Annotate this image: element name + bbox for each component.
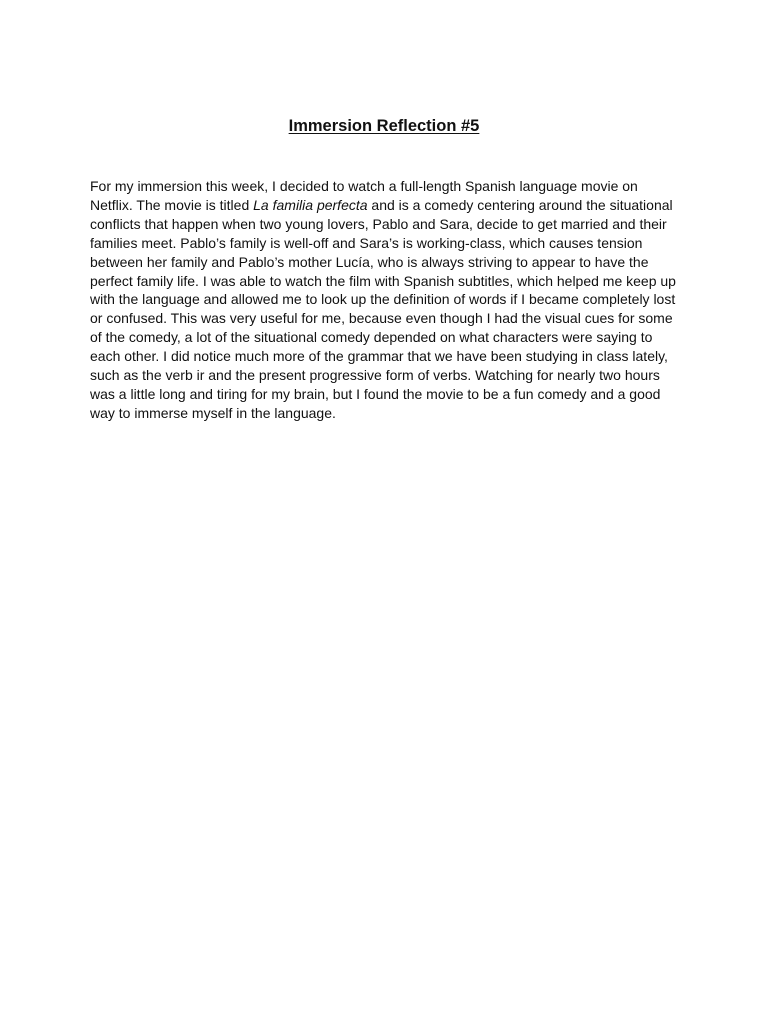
paragraph-text-part1: For my immersion this week, I decided to watch a full-length Spanish language movie on Netflix. The movie is titled	[90, 178, 638, 213]
reflection-paragraph	[90, 177, 680, 423]
document-title: Immersion Reflection #5	[288, 117, 480, 135]
movie-title: La familia perfecta	[253, 196, 368, 213]
paragraph-text-part2: and is a comedy centering around the situational conflicts that happen when two young lovers, Pablo and Sara, decide to get married and their families meet. Pablo’s family is well-off and Sara’s is working-class, which causes tension between her family and Pablo’s mother Lucía, who is always striving to appear to have the perfect family life. I was able to watch the film with Spanish subtitles, which helped me keep up with the language and allowed me to look up the definition of words if I became completely lost or confused. This was very useful for me, because even though I had the visual cues for some of the comedy, a lot of the situational comedy depended on what characters were saying to each other. I did notice much more of the grammar that we have been studying in class lately, such as the verb ir and the present progressive form of verbs. Watching for nearly two hours was a little long and tiring for my brain, but I found the movie to be a fun comedy and a good way to immerse myself in the language.	[90, 196, 676, 421]
